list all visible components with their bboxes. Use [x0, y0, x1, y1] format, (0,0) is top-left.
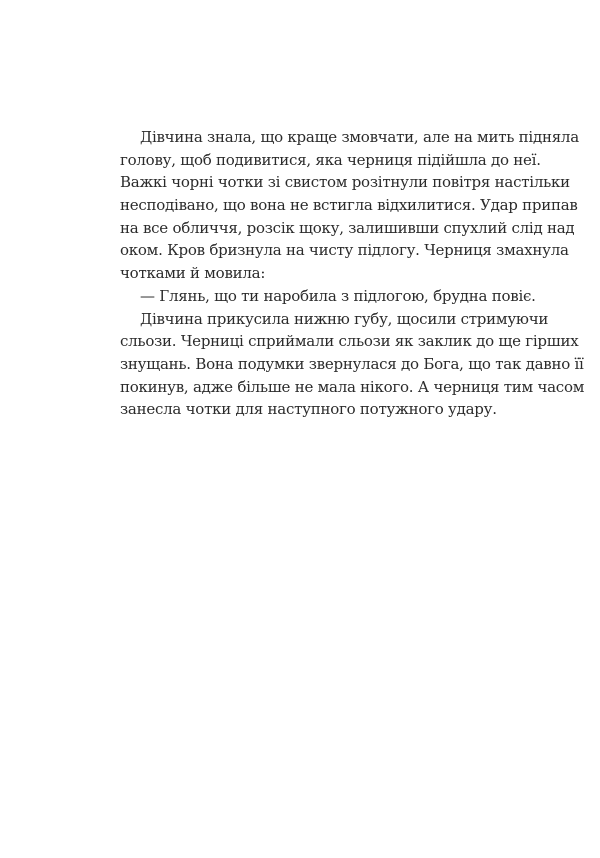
text-line: сльози. Черниці сприймали сльози як заклик до ще гірших — [120, 332, 579, 351]
text-line: Дівчина прикусила нижню губу, щосили стримуючи — [140, 309, 549, 328]
text-line: чотками й мовила: — [120, 264, 266, 283]
dialogue-line: — Глянь, що ти наробила з підлогою, брудна повіє. — [140, 286, 536, 305]
text-line: голову, щоб подивитися, яка черниця підійшла до неї. — [120, 150, 541, 169]
text-line: покинув, адже більше не мала нікого. А черниця тим часом — [120, 377, 585, 396]
text-line: Дівчина знала, що краще змовчати, але на мить підняла — [140, 128, 579, 146]
text-line: несподівано, що вона не встигла відхилитися. Удар припав — [120, 196, 578, 215]
text-line: Важкі чорні чотки зі свистом розітнули повітря настільки — [120, 173, 570, 192]
text-line: оком. Кров бризнула на чисту підлогу. Черниця змахнула — [120, 241, 569, 260]
text-line: знущань. Вона подумки звернулася до Бога, що так давно її — [120, 354, 584, 373]
text-line: занесла чотки для наступного потужного удару. — [120, 400, 497, 419]
text-line: на все обличчя, розсік щоку, залишивши спухлий слід над — [120, 218, 575, 237]
body-text — [120, 126, 585, 421]
